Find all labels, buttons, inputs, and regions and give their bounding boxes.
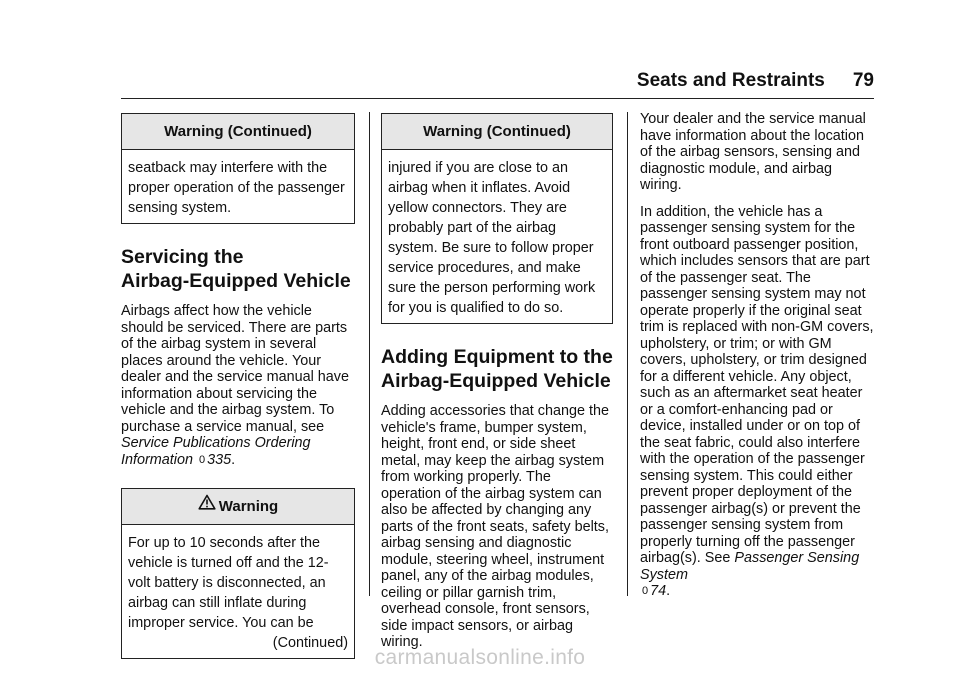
- column-1: [121, 113, 355, 680]
- warning-box: [121, 488, 355, 659]
- warning-box-continued: [381, 113, 613, 324]
- servicing-text: Airbags affect how the vehicle should be serviced. There are parts of the airbag system in several places around the vehicle. Your dealer and the service manual have information about servicing the vehicle and the airbag system. To purchase a service manual, see: [121, 303, 349, 435]
- servicing-paragraph: [121, 303, 355, 468]
- heading-line-1: Adding Equipment to the: [381, 346, 613, 368]
- dealer-paragraph: Your dealer and the service manual have information about the location of the airbag sensors, sensing and diagnostic module, and airbag wiring.: [640, 111, 866, 193]
- header-rule: [121, 98, 874, 99]
- passenger-sensing-paragraph: [640, 204, 876, 600]
- page-header: [637, 70, 874, 92]
- heading-line-1: Servicing the: [121, 246, 244, 268]
- section-heading-servicing: [121, 245, 355, 293]
- warning-box-title: [122, 489, 354, 525]
- column-3: [640, 111, 876, 610]
- warning-box-title: Warning (Continued): [122, 114, 354, 150]
- continued-label: (Continued): [272, 635, 348, 651]
- service-publications-link[interactable]: Service Publications Ordering Information: [121, 435, 311, 468]
- warning-box-continued: [121, 113, 355, 224]
- warning-box-text: [122, 525, 354, 658]
- page-number: 79: [852, 70, 874, 91]
- page-ref-74[interactable]: 74: [650, 583, 667, 599]
- warning-box-title: Warning (Continued): [382, 114, 612, 150]
- warning-box-text: injured if you are close to an airbag when it inflates. Avoid yellow connectors. They are probably part of the airbag system. Be sure to follow proper service procedures, and make sure the person performing work for you is qualified to do so.: [388, 160, 596, 316]
- page-reference-icon: 0: [199, 453, 206, 466]
- watermark: carmanualsonline.info: [374, 646, 586, 669]
- column-2: [381, 113, 613, 661]
- page-reference-icon: 0: [642, 585, 649, 597]
- passenger-sensing-link[interactable]: Passenger Sensing System: [640, 550, 860, 583]
- column-divider-1: [369, 112, 370, 596]
- column-divider-2: [627, 112, 628, 596]
- page-ref-335[interactable]: 335: [207, 451, 232, 468]
- section-heading-adding-equipment: [381, 345, 613, 393]
- adding-equipment-paragraph: Adding accessories that change the vehicle's frame, bumper system, height, front end, or side sheet metal, may keep the airbag system from working properly. The operation of the airbag system can also be affected by changing any parts of the front seats, safety belts, airbag sensing and diagnostic module, steering wheel, instrument panel, any of the airbag modules, ceiling or pillar garnish trim, overhead console, front sensors, side impact sensors, or airbag wiring.: [381, 403, 610, 650]
- warning-triangle-icon: [198, 488, 216, 523]
- period: .: [231, 451, 236, 468]
- warning-body: For up to 10 seconds after the vehicle is turned off and the 12-volt battery is disconnected, an airbag can still inflate during improper service. You can be: [128, 535, 329, 631]
- warning-title-text: Warning: [218, 498, 279, 515]
- period: .: [666, 583, 671, 599]
- warning-box-text: seatback may interfere with the proper operation of the passenger sensing system.: [128, 160, 345, 216]
- heading-line-2: Airbag-Equipped Vehicle: [381, 370, 611, 392]
- heading-line-2: Airbag-Equipped Vehicle: [121, 270, 351, 292]
- section-title: Seats and Restraints: [636, 70, 825, 91]
- passenger-sensing-text: In addition, the vehicle has a passenger sensing system for the front outboard passenger position, which includes sensors that are part of the passenger seat. The passenger sensing system may not operate properly if the original seat trim is replaced with non-GM covers, upholstery, or trim; or with GM covers, upholstery, or trim designed for a different vehicle. Any object, such as an aftermarket seat heater or a comfort-enhancing pad or device, installed under or on top of the seat fabric, could also interfere with the operation of the passenger sensing system. This could either prevent proper deployment of the passenger airbag(s) or prevent the passenger sensing system from properly turning off the passenger airbag(s). See: [640, 203, 874, 566]
